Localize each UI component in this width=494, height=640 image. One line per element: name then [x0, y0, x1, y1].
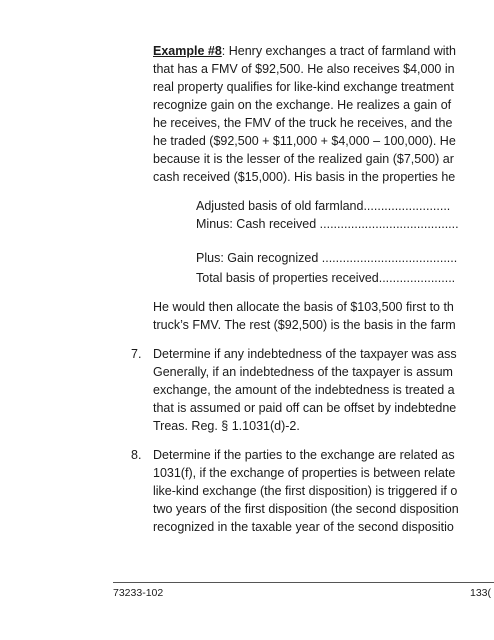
item-line: that is assumed or paid off can be offset by indebtedne	[153, 401, 457, 415]
item-number: 8.	[131, 448, 142, 462]
example-line: recognize gain on the exchange. He realizes a gain of	[153, 98, 452, 112]
footer-rule	[113, 582, 494, 583]
basis-row: Plus: Gain recognized .......................................	[196, 251, 458, 265]
item-line: exchange, the amount of the indebtedness is treated a	[153, 383, 455, 397]
basis-row: Adjusted basis of old farmland.........................	[196, 199, 451, 213]
example-line-1	[153, 43, 456, 59]
basis-row: Total basis of properties received......................	[196, 271, 456, 285]
footer-page-number: 133(	[470, 587, 492, 599]
basis-row: Minus: Cash received ........................................	[196, 217, 459, 231]
example-line: he receives, the FMV of the truck he receives, and the	[153, 116, 453, 130]
example-line: cash received ($15,000). His basis in the properties he	[153, 170, 456, 184]
example-line: that has a FMV of $92,500. He also receives $4,000 in	[153, 62, 455, 76]
item-line: recognized in the taxable year of the second dispositio	[153, 520, 454, 534]
allocation-line: He would then allocate the basis of $103,500 first to th	[153, 300, 454, 314]
item-number: 7.	[131, 347, 142, 361]
item-line: Determine if any indebtedness of the taxpayer was ass	[153, 347, 457, 361]
item-line: Generally, if an indebtedness of the taxpayer is assum	[153, 365, 453, 379]
item-line: 1031(f), if the exchange of properties is between relate	[153, 466, 456, 480]
example-line: real property qualifies for like-kind exchange treatment	[153, 80, 454, 94]
footer-doc-code: 73233-102	[113, 587, 164, 599]
example-line: he traded ($92,500 + $11,000 + $4,000 – 100,000). He	[153, 134, 456, 148]
item-line: Determine if the parties to the exchange are related as	[153, 448, 455, 462]
item-line: like-kind exchange (the first disposition) is triggered if o	[153, 484, 458, 498]
example-line-1-text: : Henry exchanges a tract of farmland with	[221, 44, 456, 58]
example-line: because it is the lesser of the realized gain ($7,500) ar	[153, 152, 454, 166]
allocation-line: truck’s FMV. The rest ($92,500) is the basis in the farm	[153, 318, 456, 332]
item-line: two years of the first disposition (the second disposition	[153, 502, 459, 516]
item-line: Treas. Reg. § 1.1031(d)-2.	[153, 419, 300, 433]
example-title: Example #8	[153, 44, 222, 58]
